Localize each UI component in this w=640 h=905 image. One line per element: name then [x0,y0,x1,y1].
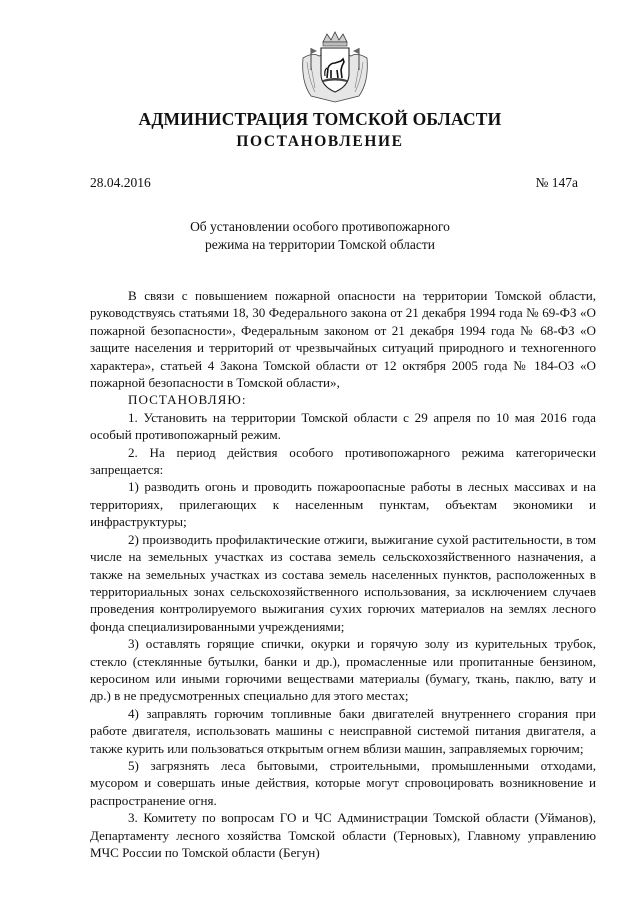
subject-line-1: Об установлении особого противопожарного [190,219,450,234]
organization-title: АДМИНИСТРАЦИЯ ТОМСКОЙ ОБЛАСТИ [138,109,502,129]
clause-2: 2. На период действия особого противопожарного режима категорически запрещается: [90,444,596,478]
document-number: № 147а [535,175,578,190]
clause-2-item-4: 4) заправлять горючим топливные баки двигателей внутреннего сгорания при работе двигателя, использовать машины с неисправной системой питания двигателя, а также курить или пользоваться открытым огнем вблизи машин, заправляемых горючим; [90,705,596,756]
subject-line-2: режима на территории Томской области [205,237,435,252]
document-date: 28.04.2016 [90,175,151,190]
clause-2-item-3: 3) оставлять горящие спички, окурки и горячую золу из курительных трубок, стекло (стеклянные бутылки, банки и др.), промасленные или пропитанные бензином, керосином или иными горючими веществами материалы (бумагу, ткань, паклю, вату и др.) в не предусмотренных специально для этого местах; [90,636,596,704]
clause-2-item-5: 5) загрязнять леса бытовыми, строительными, промышленными отходами, мусором и совершать иные действия, которые могут спровоцировать возникновение и распространение огня. [90,757,596,808]
document-subject [0,218,640,254]
clause-1: 1. Установить на территории Томской области с 29 апреля по 10 мая 2016 года особый противопожарный режим. [90,409,596,443]
clause-3: 3. Комитету по вопросам ГО и ЧС Администрации Томской области (Уйманов), Департаменту лесного хозяйства Томской области (Терновых), Главному управлению МЧС России по Томской области (Бегун) [90,810,596,860]
coat-of-arms-icon [297,30,373,104]
resolve-heading: ПОСТАНОВЛЯЮ: [128,392,247,408]
document-type: ПОСТАНОВЛЕНИЕ [236,133,404,150]
clause-2-item-2: 2) производить профилактические отжиги, выжигание сухой растительности, в том числе на земельных участках из состава земель сельскохозяйственного назначения, а также на земельных участках из состава земель населенных пунктов, расположенных в территориальных зонах сельскохозяйственного использования, за исключением случаев проведения контролируемого выжигания сухих горючих материалов на землях лесного фонда специализированными учреждениями; [90,531,596,634]
clause-2-item-1: 1) разводить огонь и проводить пожароопасные работы в лесных массивах и на территориях, прилегающих к населенным пунктам, объектам экономики и инфраструктуры; [90,479,596,530]
document-body [90,287,596,861]
preamble-paragraph: В связи с повышением пожарной опасности на территории Томской области, руководствуясь статьями 18, 30 Федерального закона от 21 декабря 1994 года № 69-ФЗ «О пожарной безопасности», Федеральным законом от 21 декабря 1994 года № 68-ФЗ «О защите населения и территорий от чрезвычайных ситуаций природного и техногенного характера», статьей 4 Закона Томской области от 12 октября 2005 года № 184-ОЗ «О пожарной безопасности в Томской области», [90,288,596,391]
